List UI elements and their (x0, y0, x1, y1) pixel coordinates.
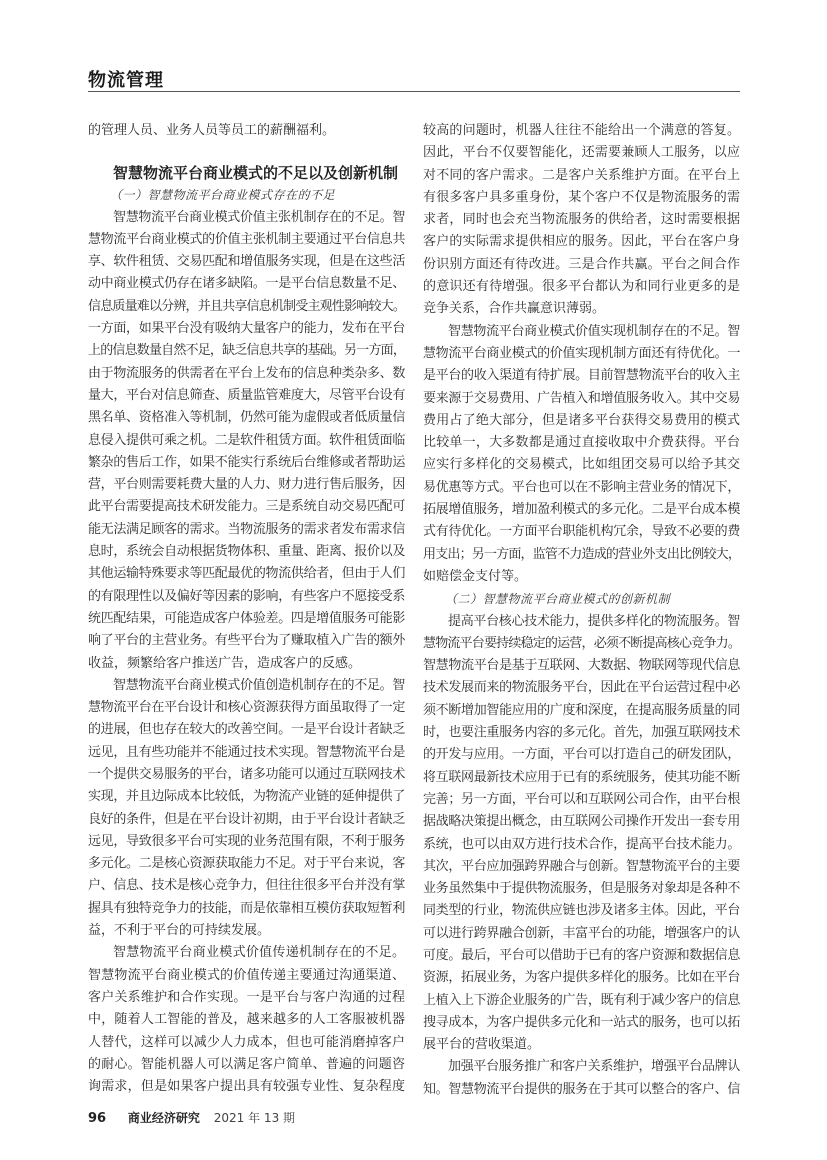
text-line: 其次，平台应加强跨界融合与创新。智慧物流平台的主要 (423, 858, 740, 874)
running-head-section-title: 物流管理 (88, 70, 164, 91)
text-line: 资源，拓展业务，为客户提供多样化的服务。比如在平台 (423, 970, 740, 986)
text-line: 远见，且有些功能并不能通过技术实现。智慧物流平台是 (88, 744, 405, 760)
text-line: 慧物流平台商业模式的价值主张机制主要通过平台信息共 (88, 231, 405, 247)
text-line: 可以进行跨界融合创新，丰富平台的功能，增强客户的认 (423, 925, 740, 941)
text-line: 份识别方面还有待改进。三是合作共赢。平台之间合作 (423, 256, 740, 272)
text-line: 信息质量难以分辨，并且共享信息机制受主观性影响较大。 (88, 298, 405, 314)
text-line: 拓展增值服务，增加盈利模式的多元化。二是平台成本模 (423, 502, 740, 518)
text-line: 客户的实际需求提供相应的服务。因此，平台在客户身 (423, 234, 740, 250)
text-line: 可度。最后，平台可以借助于已有的客户资源和数据信息 (423, 947, 740, 963)
subsection-heading: （二）智慧物流平台商业模式的创新机制 (445, 592, 671, 607)
text-line: 易优惠等方式。平台也可以在不影响主营业务的情况下， (423, 479, 740, 495)
text-line: 竞争关系，合作共赢意识薄弱。 (423, 301, 606, 317)
text-line: 搜寻成本，为客户提供多元化和一站式的服务，也可以拓 (423, 1014, 740, 1030)
text-line: 要来源于交易费用、广告植入和增值服务收入。其中交易 (423, 390, 740, 406)
text-line: 多元化。二是核心资源获取能力不足。对于平台来说，客 (88, 856, 405, 872)
left-text-column (88, 120, 405, 1098)
text-line: 量大，平台对信息筛查、质量监管难度大，尽管平台设有 (88, 387, 405, 403)
journal-issue: 2021 年 13 期 (213, 1111, 296, 1125)
page-footer (88, 1109, 295, 1126)
text-line: 据战略决策提出概念，由互联网公司操作开发出一套专用 (423, 814, 740, 830)
text-line: 户、信息、技术是核心竞争力，但往往很多平台并没有掌 (88, 878, 405, 894)
text-line: 人替代，这样可以减少人力成本，但也可能消磨掉客户 (88, 1034, 405, 1050)
text-line: 有很多客户具多重身份，某个客户不仅是物流服务的需 (423, 189, 740, 205)
text-line: 技术发展而来的物流服务平台，因此在平台运营过程中必 (423, 680, 740, 696)
text-line: 智慧物流平台商业模式价值主张机制存在的不足。智 (113, 209, 405, 225)
text-line: 客户关系维护和合作实现。一是平台与客户沟通的过程 (88, 989, 405, 1005)
text-line: 的开发与应用。一方面，平台可以打造自己的研发团队， (423, 747, 740, 763)
paragraph (88, 207, 405, 675)
text-line: 因此，平台不仅要智能化，还需要兼顾人工服务，以应 (423, 145, 740, 161)
paragraph (423, 321, 740, 589)
text-line: 响了平台的主营业务。有些平台为了赚取植入广告的额外 (88, 633, 405, 649)
text-line: 展平台的营收渠道。 (423, 1037, 541, 1053)
text-line: 智慧物流平台是基于互联网、大数据、物联网等现代信息 (423, 658, 740, 674)
text-line: 中，随着人工智能的普及，越来越多的人工客服被机器 (88, 1012, 405, 1028)
text-line: 收益，频繁给客户推送广告，造成客户的反感。 (88, 655, 362, 671)
text-line: 如赔偿金支付等。 (423, 568, 528, 584)
paragraph (88, 120, 405, 142)
text-line: 的进展，但也存在较大的改善空间。一是平台设计者缺乏 (88, 722, 405, 738)
text-line: 求者，同时也会充当物流服务的供给者，这时需要根据 (423, 212, 740, 228)
paragraph (423, 1056, 740, 1101)
text-line: 智慧物流平台商业模式价值传递机制存在的不足。 (113, 945, 405, 961)
text-line: 同类型的行业，物流供应链也涉及诸多主体。因此，平台 (423, 903, 740, 919)
text-line: 繁杂的售后工作，如果不能实行系统后台维修或者帮助运 (88, 454, 405, 470)
text-line: 加强平台服务推广和客户关系维护，增强平台品牌认 (448, 1059, 740, 1075)
text-line: 智慧物流平台商业模式的价值传递主要通过沟通渠道、 (88, 967, 405, 983)
text-line: 慧物流平台商业模式的价值实现机制方面还有待优化。一 (423, 345, 740, 361)
text-line: 较高的问题时，机器人往往不能给出一个满意的答复。 (423, 123, 740, 138)
text-line: 一方面，如果平台没有吸纳大量客户的能力，发布在平台 (88, 321, 405, 337)
section-heading: 智慧物流平台商业模式的不足以及创新机制 (113, 163, 399, 182)
text-line: 提高平台核心技术能力，提供多样化的物流服务。智 (448, 613, 740, 629)
text-line: 享、软件租赁、交易匹配和增值服务实现，但是在这些活 (88, 254, 405, 270)
paragraph (88, 675, 405, 943)
text-line: 慧物流平台在平台设计和核心资源获得方面虽取得了一定 (88, 700, 405, 716)
text-line: 比较单一，大多数都是通过直接收取中介费获得。平台 (423, 435, 740, 451)
text-line: 益，不利于平台的可持续发展。 (88, 923, 271, 939)
text-line: 的有限理性以及偏好等因素的影响，有些客户不愿接受系 (88, 588, 405, 604)
text-line: 息时，系统会自动根据货物体积、重量、距离、报价以及 (88, 544, 405, 560)
paragraph (423, 120, 740, 321)
header-rule-divider (88, 91, 740, 92)
text-line: 式有待优化。一方面平台职能机构冗余，导致不必要的费 (423, 524, 740, 540)
text-line: 慧物流平台要持续稳定的运营，必须不断提高核心竞争力。 (423, 635, 740, 651)
text-line: 黑名单、资格准入等机制，仍然可能为虚假或者低质量信 (88, 410, 405, 426)
text-line: 询需求，但是如果客户提出具有较强专业性、复杂程度 (88, 1079, 405, 1095)
text-line: 动中商业模式仍存在诸多缺陷。一是平台信息数量不足、 (88, 276, 405, 292)
text-line: 上的信息数量自然不足，缺乏信息共享的基础。另一方面， (88, 343, 405, 359)
text-line: 一个提供交易服务的平台，诸多功能可以通过互联网技术 (88, 767, 405, 782)
text-line: 能无法满足顾客的需求。当物流服务的需求者发布需求信 (88, 521, 405, 537)
text-line: 营，平台则需要耗费大量的人力、财力进行售后服务，因 (88, 477, 405, 493)
text-line: 远见，导致很多平台可实现的业务范围有限，不利于服务 (88, 833, 405, 849)
text-line: 智慧物流平台商业模式价值创造机制存在的不足。智 (113, 677, 405, 693)
text-line: 此平台需要提高技术研发能力。三是系统自动交易匹配可 (88, 499, 405, 515)
text-line: 的耐心。智能机器人可以满足客户简单、普遍的问题咨 (88, 1056, 405, 1072)
page-number: 96 (88, 1111, 107, 1126)
text-line: 须不断增加智能应用的广度和深度，在提高服务质量的同 (423, 702, 740, 718)
paragraph (423, 611, 740, 1057)
text-line: 智慧物流平台商业模式价值实现机制存在的不足。智 (448, 323, 740, 339)
text-line: 完善；另一方面，平台可以和互联网公司合作，由平台根 (423, 791, 740, 807)
text-line: 握具有独特竞争力的技能，而是依靠相互模仿获取短暂利 (88, 900, 405, 916)
text-line: 息侵入提供可乘之机。二是软件租赁方面。软件租赁面临 (88, 432, 405, 448)
text-line: 实现，并且边际成本比较低，为物流产业链的延伸提供了 (88, 789, 405, 805)
text-line: 的管理人员、业务人员等员工的薪酬福利。 (88, 123, 336, 138)
text-line: 上植入上下游企业服务的广告，既有利于减少客户的信息 (423, 992, 740, 1008)
text-line: 用支出；另一方面，监管不力造成的营业外支出比例较大， (423, 546, 740, 562)
text-line: 费用占了绝大部分，但是诸多平台获得交易费用的模式 (423, 412, 740, 428)
text-line: 由于物流服务的供需者在平台上发布的信息种类杂多、数 (88, 365, 405, 381)
text-line: 系统，也可以由双方进行技术合作，提高平台技术能力。 (423, 836, 740, 852)
text-line: 其他运输特殊要求等匹配最优的物流供给者，但由于人们 (88, 566, 405, 582)
text-line: 对不同的客户需求。二是客户关系维护方面。在平台上 (423, 167, 740, 183)
text-line: 知。智慧物流平台提供的服务在于其可以整合的客户、信 (423, 1081, 740, 1097)
text-line: 的意识还有待增强。很多平台都认为和同行业更多的是 (423, 279, 740, 295)
subsection-heading: （一）智慧物流平台商业模式存在的不足 (110, 188, 336, 203)
text-line: 统匹配结果，可能造成客户体验差。四是增值服务可能影 (88, 610, 405, 626)
text-line: 业务虽然集中于提供物流服务，但是服务对象却是各种不 (423, 881, 740, 897)
text-line: 应实行多样化的交易模式，比如组团交易可以给予其交 (423, 457, 740, 473)
text-line: 将互联网最新技术应用于已有的系统服务，使其功能不断 (423, 769, 740, 785)
text-line: 是平台的收入渠道有待扩展。目前智慧物流平台的收入主 (423, 368, 740, 384)
journal-name: 商业经济研究 (127, 1111, 200, 1125)
right-text-column (423, 120, 740, 1101)
paragraph (88, 942, 405, 1098)
text-line: 时，也要注重服务内容的多元化。首先，加强互联网技术 (423, 725, 740, 741)
text-line: 良好的条件，但是在平台设计初期，由于平台设计者缺乏 (88, 811, 405, 827)
